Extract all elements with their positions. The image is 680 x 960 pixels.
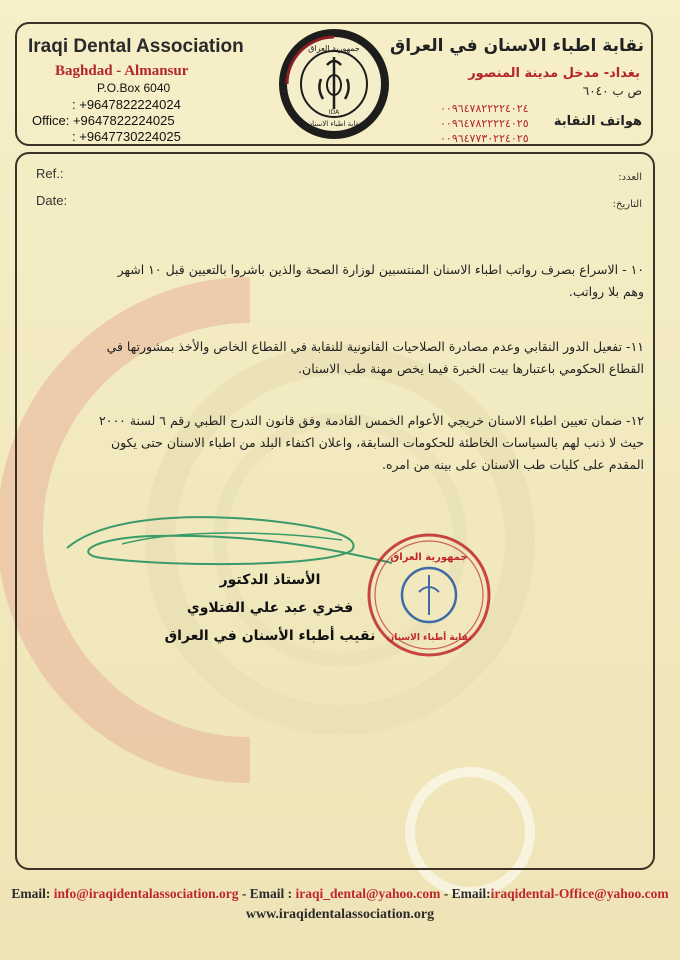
logo-initials: IDA — [328, 109, 340, 116]
ref-label: Ref.: — [36, 166, 64, 181]
paragraph-10-line-1: ١٠ - الاسراع بصرف رواتب اطباء الاسنان المنتسبين لوزارة الصحة والذين باشروا بالتعيين قبل ١٠ اشهر — [117, 262, 644, 277]
phone-english-2: +9647822224025 — [72, 113, 175, 128]
phone-arabic-1: ٠٠٩٦٤٧٨٢٢٢٢٤٠٢٤ — [440, 102, 529, 115]
phone-english-1: : +9647822224024 — [72, 97, 181, 112]
paragraph-10-line-2: وهم بلا رواتب. — [568, 284, 644, 299]
logo-top-text: جمهورية العراق — [308, 44, 360, 53]
email-separator-2: - Email: — [440, 886, 491, 901]
email-dental-link[interactable]: iraqi_dental@yahoo.com — [295, 886, 441, 901]
footer-emails — [0, 886, 680, 902]
association-logo — [277, 27, 391, 141]
signatory-title: الأستاذ الدكتور — [219, 572, 321, 588]
email-separator-1: - Email : — [238, 886, 296, 901]
phone-english-2-row — [32, 113, 175, 128]
signatory-position: نقيب أطباء الأسنان في العراق — [164, 628, 376, 644]
paragraph-12-line-3: المقدم على كليات طب الاسنان على بينه من امره. — [382, 457, 644, 472]
date-label: Date: — [36, 193, 68, 208]
paragraph-12-line-2: حيث لا ذنب لهم بالسياسات الخاطئة للحكومات السابقة، واعلان اكتفاء البلد من اطباء الاسنان حتى يكون — [110, 435, 644, 450]
email-info-link[interactable]: info@iraqidentalassociation.org — [53, 886, 239, 901]
date-label-arabic: التاريخ: — [612, 199, 642, 210]
paragraph-12-line-1: ١٢- ضمان تعيين اطباء الاسنان خريجي الأعوام الخمس القادمة وفق قانون التدرج الطبي رقم ٦ لسنة ٢٠٠٠ — [99, 413, 644, 428]
phone-english-3: : +9647730224025 — [72, 129, 181, 144]
paragraph-12 — [64, 410, 644, 476]
phone-arabic-3: ٠٠٩٦٤٧٧٣٠٢٢٤٠٢٥ — [440, 132, 529, 145]
website-link[interactable]: www.iraqidentalassociation.org — [245, 907, 435, 922]
org-location-arabic: بغداد- مدخل مدينة المنصور — [468, 66, 640, 81]
org-name-english: Iraqi Dental Association — [28, 36, 244, 57]
email-label-1: Email: — [11, 886, 51, 901]
paragraph-11 — [64, 336, 644, 380]
org-location-english: Baghdad - Almansur — [55, 63, 189, 79]
logo-bottom-text: نقابة اطباء الاسنان — [306, 120, 362, 128]
paragraph-11-line-2: القطاع الحكومي باعتبارها بيت الخبرة فيما يخص مهنة طب الاسنان. — [298, 361, 644, 376]
paragraph-11-line-1: ١١- تفعيل الدور النقابي وعدم مصادرة الصلاحيات القانونية للنقابة في القطاع الخاص والأخذ بمشورتها في — [106, 339, 644, 354]
pobox-english: P.O.Box 6040 — [97, 81, 171, 95]
org-name-arabic: نقابة اطباء الاسنان في العراق — [390, 36, 644, 56]
phone-arabic-2: ٠٠٩٦٤٧٨٢٢٢٢٤٠٢٥ — [440, 117, 529, 130]
phones-label-arabic: هواتف النقابة — [553, 114, 642, 129]
office-label: Office: — [32, 113, 70, 128]
paragraph-10 — [64, 259, 644, 303]
pobox-arabic: ص ب ٦٠٤٠ — [582, 84, 642, 98]
signatory-name: فخري عبد علي الفتلاوي — [186, 600, 354, 616]
number-label-arabic: العدد: — [618, 172, 642, 183]
email-office-link[interactable]: iraqidental-Office@yahoo.com — [490, 886, 669, 901]
stamp-bottom-text: نقابة أطباء الاسنان — [386, 633, 472, 643]
stamp-top-text: جمهورية العراق — [390, 552, 468, 563]
